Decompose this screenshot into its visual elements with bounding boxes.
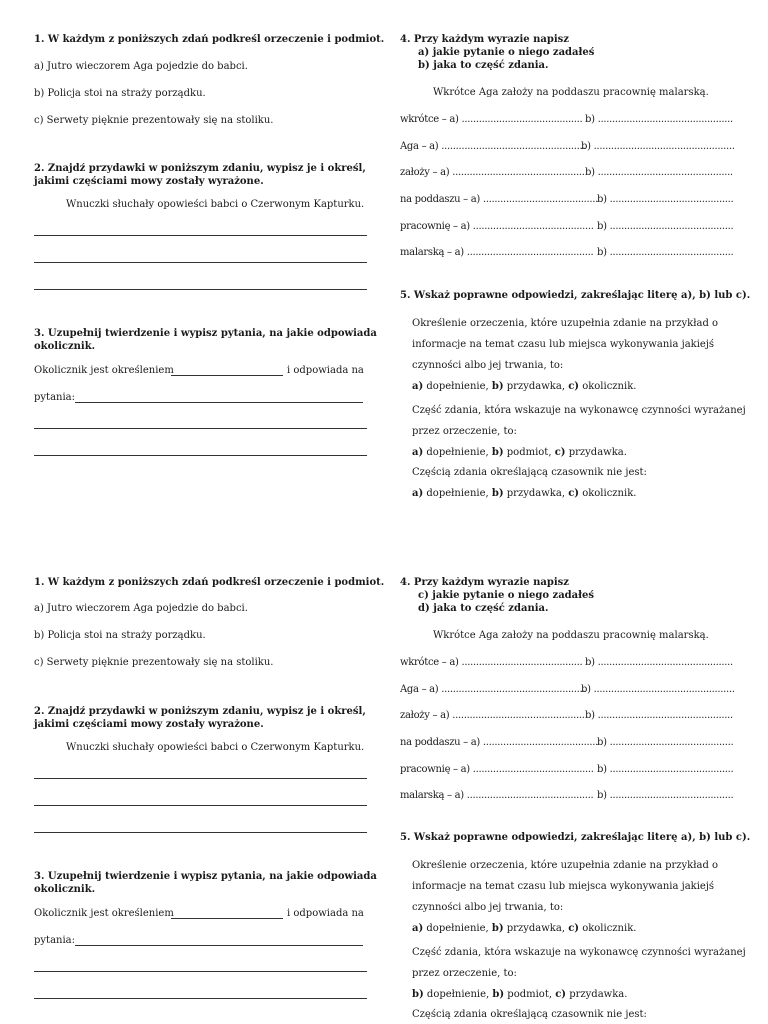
q3-statement-start: Okolicznik jest określeniem <box>34 908 174 919</box>
q5-p2-line2: przez orzeczenie, to: <box>412 968 517 979</box>
q1-title: 1. W każdym z poniższych zdań podkreśl orzeczenie i podmiot. <box>34 577 385 588</box>
option-c[interactable]: c) <box>568 488 580 499</box>
q4-sub-a: c) jakie pytanie o niego zadałeś <box>418 590 594 601</box>
answer-line[interactable] <box>75 402 363 403</box>
q2-sentence: Wnuczki słuchały opowieści babci o Czerwonym Kapturku. <box>66 742 365 753</box>
q4-row-wkrotce-b[interactable]: b) ............................................... <box>585 114 733 125</box>
option-c[interactable]: c) <box>568 923 580 934</box>
q1-item-a: a) Jutro wieczorem Aga pojedzie do babci. <box>34 603 248 614</box>
q2-sentence: Wnuczki słuchały opowieści babci o Czerwonym Kapturku. <box>66 199 365 210</box>
q5-title: 5. Wskaż poprawne odpowiedzi, zakreślając literę a), b) lub c). <box>400 832 751 843</box>
q4-row-wkrotce[interactable]: wkrótce – a) .......................................... <box>400 657 583 668</box>
answer-line[interactable] <box>34 805 367 806</box>
q1-item-c: c) Serwety pięknie prezentowały się na stoliku. <box>34 115 274 126</box>
fill-in-blank[interactable] <box>171 375 283 376</box>
q4-title: 4. Przy każdym wyrazie napisz <box>400 34 569 45</box>
option-a-text: dopełnienie, <box>423 447 492 458</box>
option-b[interactable]: b) <box>491 923 504 934</box>
option-c-text: okolicznik. <box>579 923 637 934</box>
q3-statement-end: i odpowiada na <box>287 908 364 919</box>
option-b[interactable]: b) <box>491 447 504 458</box>
option-b[interactable]: b) <box>491 381 504 392</box>
option-b-text: podmiot, <box>503 447 555 458</box>
answer-line[interactable] <box>34 971 367 972</box>
q4-row-na-poddaszu-b[interactable]: b) ........................................... <box>597 194 734 205</box>
option-c-text: okolicznik. <box>579 488 637 499</box>
q5-p1-answers <box>412 923 636 934</box>
q4-row-pracownie[interactable]: pracownię – a) .......................................... <box>400 221 594 232</box>
q3-title-line2: okolicznik. <box>34 341 96 352</box>
fill-in-blank[interactable] <box>171 918 283 919</box>
q5-p1-line2: informacje na temat czasu lub miejsca wykonywania jakiejś <box>412 339 715 350</box>
option-c[interactable]: c) <box>554 447 566 458</box>
q5-p1-line1: Określenie orzeczenia, które uzupełnia zdanie na przykład o <box>412 318 719 329</box>
q1-item-b: b) Policja stoi na straży porządku. <box>34 630 206 641</box>
q4-row-aga[interactable]: Aga – a) .................................................. <box>400 141 586 152</box>
option-a-text: dopełnienie, <box>423 488 492 499</box>
q1-title: 1. W każdym z poniższych zdań podkreśl orzeczenie i podmiot. <box>34 34 385 45</box>
q4-row-malarska-b[interactable]: b) ........................................... <box>597 247 734 258</box>
option-b[interactable]: b) <box>492 989 505 1000</box>
q3-statement-start: Okolicznik jest określeniem <box>34 365 174 376</box>
option-c-text: przydawka. <box>566 989 628 1000</box>
option-a[interactable]: a) <box>412 381 424 392</box>
q4-sub-b: d) jaka to część zdania. <box>418 603 549 614</box>
q1-item-a: a) Jutro wieczorem Aga pojedzie do babci. <box>34 61 248 72</box>
q3-statement-end: i odpowiada na <box>287 365 364 376</box>
q4-sub-a: a) jakie pytanie o niego zadałeś <box>418 47 595 58</box>
answer-line[interactable] <box>34 289 367 290</box>
q2-title-line2: jakimi częściami mowy zostały wyrażone. <box>34 719 264 730</box>
q2-title-line2: jakimi częściami mowy zostały wyrażone. <box>34 176 264 187</box>
q4-row-na-poddaszu-b[interactable]: b) ........................................... <box>597 737 734 748</box>
q4-row-zalozy[interactable]: założy – a) .............................................. <box>400 710 585 721</box>
option-b[interactable]: b) <box>491 488 504 499</box>
q5-p2-line1: Część zdania, która wskazuje na wykonawcę czynności wyrażanej <box>412 947 746 958</box>
answer-line[interactable] <box>34 235 367 236</box>
q4-row-aga[interactable]: Aga – a) .................................................. <box>400 684 586 695</box>
q3-questions-label: pytania: <box>34 935 76 946</box>
answer-line[interactable] <box>34 832 367 833</box>
q5-p3-line1: Częścią zdania określającą czasownik nie jest: <box>412 1009 647 1020</box>
option-b-text: przydawka, <box>503 381 569 392</box>
q4-row-aga-b[interactable]: b) ................................................. <box>581 684 735 695</box>
q1-item-c: c) Serwety pięknie prezentowały się na stoliku. <box>34 657 274 668</box>
option-a[interactable]: a) <box>412 488 424 499</box>
q4-row-pracownie-b[interactable]: b) ........................................... <box>597 221 734 232</box>
answer-line[interactable] <box>34 455 367 456</box>
q5-p1-answers <box>412 381 636 392</box>
q5-p2-answers <box>412 447 627 458</box>
q5-p1-line1: Określenie orzeczenia, które uzupełnia zdanie na przykład o <box>412 860 719 871</box>
q5-p1-line3: czynności albo jej trwania, to: <box>412 360 564 371</box>
q5-p3-answers <box>412 488 636 499</box>
q5-title: 5. Wskaż poprawne odpowiedzi, zakreślając literę a), b) lub c). <box>400 290 751 301</box>
q4-row-malarska[interactable]: malarską – a) ............................................ <box>400 790 594 801</box>
q5-p3-line1: Częścią zdania określającą czasownik nie jest: <box>412 467 647 478</box>
q3-title-line1: 3. Uzupełnij twierdzenie i wypisz pytania, na jakie odpowiada <box>34 871 377 882</box>
q4-row-aga-b[interactable]: b) ................................................. <box>581 141 735 152</box>
option-b-text: przydawka, <box>503 923 569 934</box>
option-c-text: okolicznik. <box>579 381 637 392</box>
option-a[interactable]: a) <box>412 923 424 934</box>
q3-title-line2: okolicznik. <box>34 884 96 895</box>
q4-sentence: Wkrótce Aga założy na poddaszu pracownię malarską. <box>433 87 709 98</box>
q5-p2-line1: Część zdania, która wskazuje na wykonawcę czynności wyrażanej <box>412 405 746 416</box>
q4-row-pracownie-b[interactable]: b) ........................................... <box>597 764 734 775</box>
q4-row-zalozy-b[interactable]: b) ............................................... <box>585 167 733 178</box>
q4-row-wkrotce[interactable]: wkrótce – a) .......................................... <box>400 114 583 125</box>
q4-row-wkrotce-b[interactable]: b) ............................................... <box>585 657 733 668</box>
answer-line[interactable] <box>34 998 367 999</box>
q5-p1-line2: informacje na temat czasu lub miejsca wykonywania jakiejś <box>412 881 715 892</box>
option-a[interactable]: a) <box>412 447 424 458</box>
q2-title-line1: 2. Znajdź przydawki w poniższym zdaniu, wypisz je i określ, <box>34 163 366 174</box>
option-b-text: przydawka, <box>503 488 569 499</box>
option-a-text: dopełnienie, <box>423 989 493 1000</box>
q3-title-line1: 3. Uzupełnij twierdzenie i wypisz pytania, na jakie odpowiada <box>34 328 377 339</box>
q4-row-na-poddaszu[interactable]: na poddaszu – a) ........................................ <box>400 194 599 205</box>
q5-p2-line2: przez orzeczenie, to: <box>412 426 517 437</box>
option-a-text: dopełnienie, <box>423 923 492 934</box>
answer-line[interactable] <box>75 945 363 946</box>
q5-p1-line3: czynności albo jej trwania, to: <box>412 902 564 913</box>
q4-sub-b: b) jaka to część zdania. <box>418 60 549 71</box>
q4-row-na-poddaszu[interactable]: na poddaszu – a) ........................................ <box>400 737 599 748</box>
answer-line[interactable] <box>34 428 367 429</box>
option-c-text: przydawka. <box>565 447 627 458</box>
q3-questions-label: pytania: <box>34 392 76 403</box>
q1-item-b: b) Policja stoi na straży porządku. <box>34 88 206 99</box>
option-a-text: dopełnienie, <box>423 381 492 392</box>
q4-row-malarska-b[interactable]: b) ........................................... <box>597 790 734 801</box>
option-a[interactable]: b) <box>412 989 424 1000</box>
option-b-text: podmiot, <box>504 989 556 1000</box>
q5-p2-answers <box>412 989 627 1000</box>
answer-line[interactable] <box>34 778 367 779</box>
option-c[interactable]: c) <box>555 989 567 1000</box>
option-c[interactable]: c) <box>568 381 580 392</box>
q2-title-line1: 2. Znajdź przydawki w poniższym zdaniu, wypisz je i określ, <box>34 706 366 717</box>
q4-row-zalozy-b[interactable]: b) ............................................... <box>585 710 733 721</box>
q4-row-pracownie[interactable]: pracownię – a) .......................................... <box>400 764 594 775</box>
answer-line[interactable] <box>34 262 367 263</box>
q4-title: 4. Przy każdym wyrazie napisz <box>400 577 569 588</box>
q4-row-malarska[interactable]: malarską – a) ............................................ <box>400 247 594 258</box>
q4-row-zalozy[interactable]: założy – a) .............................................. <box>400 167 585 178</box>
q4-sentence: Wkrótce Aga założy na poddaszu pracownię malarską. <box>433 630 709 641</box>
